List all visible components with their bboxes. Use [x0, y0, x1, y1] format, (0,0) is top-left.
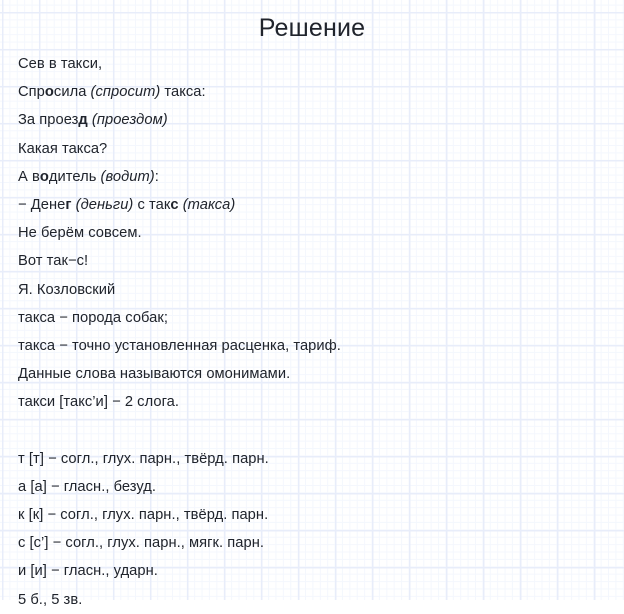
stressed-letter: г — [65, 196, 72, 213]
text-line — [18, 445, 618, 473]
text-run: Данные слова называются омонимами. — [18, 366, 291, 383]
text-line — [18, 557, 618, 585]
text-run: с [с’] − согл., глух. парн., мягк. парн. — [18, 535, 265, 552]
text-line — [18, 360, 618, 388]
text-run: такса − порода собак; — [18, 309, 169, 326]
text-run: За проез — [18, 112, 79, 129]
text-run: Не берём совсем. — [18, 225, 142, 242]
text-line — [18, 529, 618, 557]
text-line — [18, 78, 618, 106]
text-run: Вот так−с! — [18, 253, 89, 270]
solution-text-block — [18, 50, 618, 614]
text-line — [18, 332, 618, 360]
text-run: − Дене — [18, 196, 66, 213]
text-line — [18, 191, 618, 219]
parenthetical-form: (проездом) — [91, 112, 168, 129]
text-line — [18, 304, 618, 332]
text-run: : — [154, 168, 159, 185]
text-run: и [и] − гласн., ударн. — [18, 563, 158, 580]
text-run: дитель — [48, 168, 101, 185]
text-line — [18, 106, 618, 134]
text-line — [18, 163, 618, 191]
stressed-letter: с — [170, 196, 179, 213]
text-run: такса − точно установленная расценка, тариф. — [18, 337, 341, 354]
parenthetical-form: (водит) — [100, 168, 155, 185]
text-run: к [к] − согл., глух. парн., твёрд. парн. — [18, 507, 269, 523]
text-run: т [т] − согл., глух. парн., твёрд. парн. — [18, 450, 269, 467]
text-line — [18, 247, 618, 275]
text-line — [18, 135, 618, 163]
text-run: такси [такс’и] − 2 слога. — [18, 394, 180, 411]
text-run: такса: — [160, 84, 206, 101]
text-run: Какая такса? — [18, 140, 108, 157]
text-run: 5 б., 5 зв. — [18, 591, 83, 608]
text-run: А в — [18, 168, 40, 185]
stressed-letter: о — [44, 84, 54, 101]
text-line — [18, 501, 618, 529]
text-run: Спр — [18, 84, 45, 101]
text-run: Сев в такси, — [18, 56, 103, 72]
stressed-letter: д — [78, 112, 88, 129]
stressed-letter: о — [39, 168, 49, 185]
text-line — [18, 416, 618, 444]
text-line — [18, 50, 618, 78]
text-line — [18, 219, 618, 247]
text-line — [18, 276, 618, 304]
text-line — [18, 473, 618, 501]
text-line — [18, 388, 618, 416]
text-run: Я. Козловский — [18, 281, 116, 298]
parenthetical-form: (такса) — [182, 196, 236, 213]
parenthetical-form: (деньги) — [75, 196, 134, 213]
text-run: а [а] − гласн., безуд. — [18, 478, 157, 495]
page-title: Решение — [258, 14, 366, 42]
parenthetical-form: (спросит) — [90, 84, 161, 101]
text-run: сила — [53, 84, 91, 101]
text-run: с так — [133, 196, 171, 213]
